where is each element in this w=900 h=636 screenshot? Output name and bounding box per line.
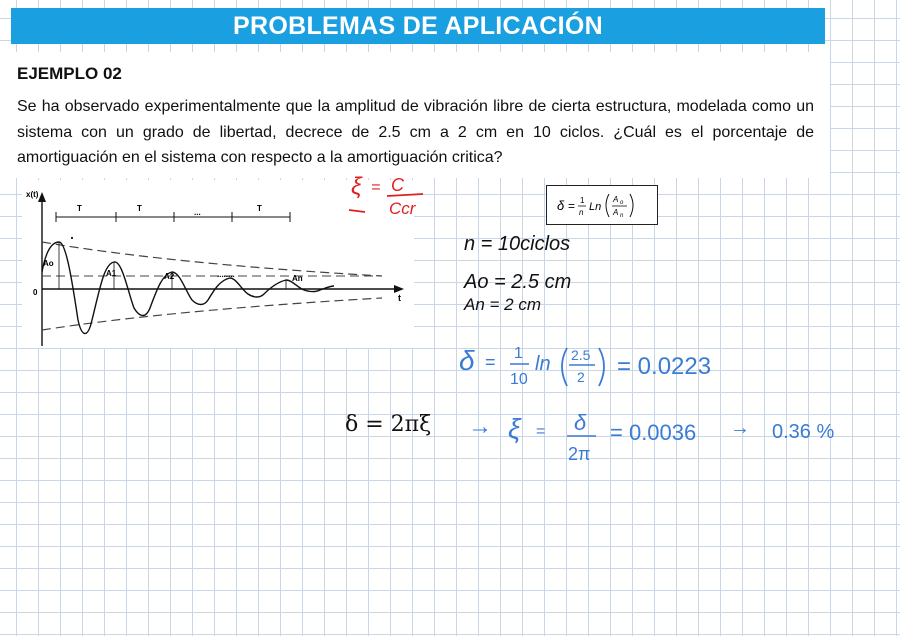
numerator-c: C: [391, 175, 404, 195]
a0-numerator: A: [613, 195, 619, 204]
delta-numerator: δ: [574, 410, 587, 435]
damping-percentage: 0.36 %: [772, 421, 835, 443]
equals-sign: =: [568, 199, 576, 213]
xi-calculation: [468, 406, 863, 466]
delta-calculation: [455, 336, 755, 394]
equals-sign: =: [371, 179, 381, 196]
cycles-line: n = 10ciclos: [464, 233, 571, 255]
problem-statement: Se ha observado experimentalmente que la amplitud de vibración libre de cierta estructura, modelada como un sistema con un grado de libertad, decrece de 2.5 cm a 2 cm en 10 ciclos. ¿Cuál es el porcentaje de amortiguación en el sistema con respecto a la amortiguación critica?: [17, 98, 814, 166]
period-label: T: [137, 204, 142, 213]
page-title: [11, 8, 825, 44]
right-paren: [630, 194, 633, 217]
xi-result: = 0.0036: [610, 420, 697, 445]
denominator-ccr: Ccr: [389, 199, 416, 218]
period-label: ...: [194, 208, 201, 217]
delta-result: = 0.0223: [617, 353, 712, 380]
left-paren: [606, 194, 609, 217]
inner-numerator: 2.5: [571, 347, 591, 363]
amplitude-dots: ........: [217, 270, 235, 279]
delta-xi-relation: δ = 2πξ: [345, 412, 432, 437]
ln-text: Ln: [589, 201, 602, 213]
damping-ratio-definition: [345, 172, 435, 222]
arrow-icon: →: [468, 413, 492, 440]
x-axis-arrow: [394, 285, 404, 293]
y-axis-label: x(t): [26, 190, 39, 199]
ln-text: ln: [535, 353, 551, 375]
example-label: EJEMPLO 02: [17, 64, 122, 83]
ten-denominator: 10: [510, 371, 528, 388]
amplitude-label-an: An: [292, 274, 303, 283]
amplitude-label-a2: A2: [164, 272, 175, 281]
final-amplitude-line: An = 2 cm: [464, 295, 542, 314]
underline: [349, 210, 365, 212]
x-axis-label: t: [398, 293, 401, 303]
period-label: T: [257, 204, 262, 213]
n-denominator: n: [579, 208, 584, 217]
a0-subscript: o: [620, 200, 624, 206]
equals-sign: =: [536, 423, 546, 440]
an-denominator: A: [613, 208, 619, 217]
an-subscript: n: [620, 213, 624, 219]
peak-dot: [71, 237, 73, 239]
xi-symbol: ξ: [351, 173, 362, 200]
arrow-icon: →: [730, 417, 750, 439]
given-data: [460, 228, 630, 318]
xi-symbol: ξ: [508, 413, 521, 444]
origin-label: 0: [33, 288, 38, 297]
y-axis-arrow: [38, 192, 46, 202]
equals-sign: =: [485, 352, 496, 372]
one-numerator: 1: [514, 345, 523, 362]
log-decrement-formula: [546, 185, 658, 225]
one-numerator: 1: [580, 196, 585, 205]
amplitude-label-a1: A1: [106, 269, 117, 278]
page-title-text: PROBLEMAS DE APLICACIÓN: [233, 11, 603, 40]
initial-amplitude-line: Ao = 2.5 cm: [464, 271, 572, 293]
inner-denominator: 2: [577, 369, 585, 385]
upper-envelope: [42, 242, 382, 276]
amplitude-label-ao: Ao: [43, 259, 54, 268]
right-paren: [599, 348, 604, 386]
left-paren: [562, 348, 567, 386]
oscillation-curve: [42, 242, 334, 334]
delta-symbol: δ: [557, 198, 565, 213]
two-pi-denominator: 2π: [568, 444, 591, 464]
delta-symbol: δ: [459, 345, 475, 376]
period-label: T: [77, 204, 82, 213]
